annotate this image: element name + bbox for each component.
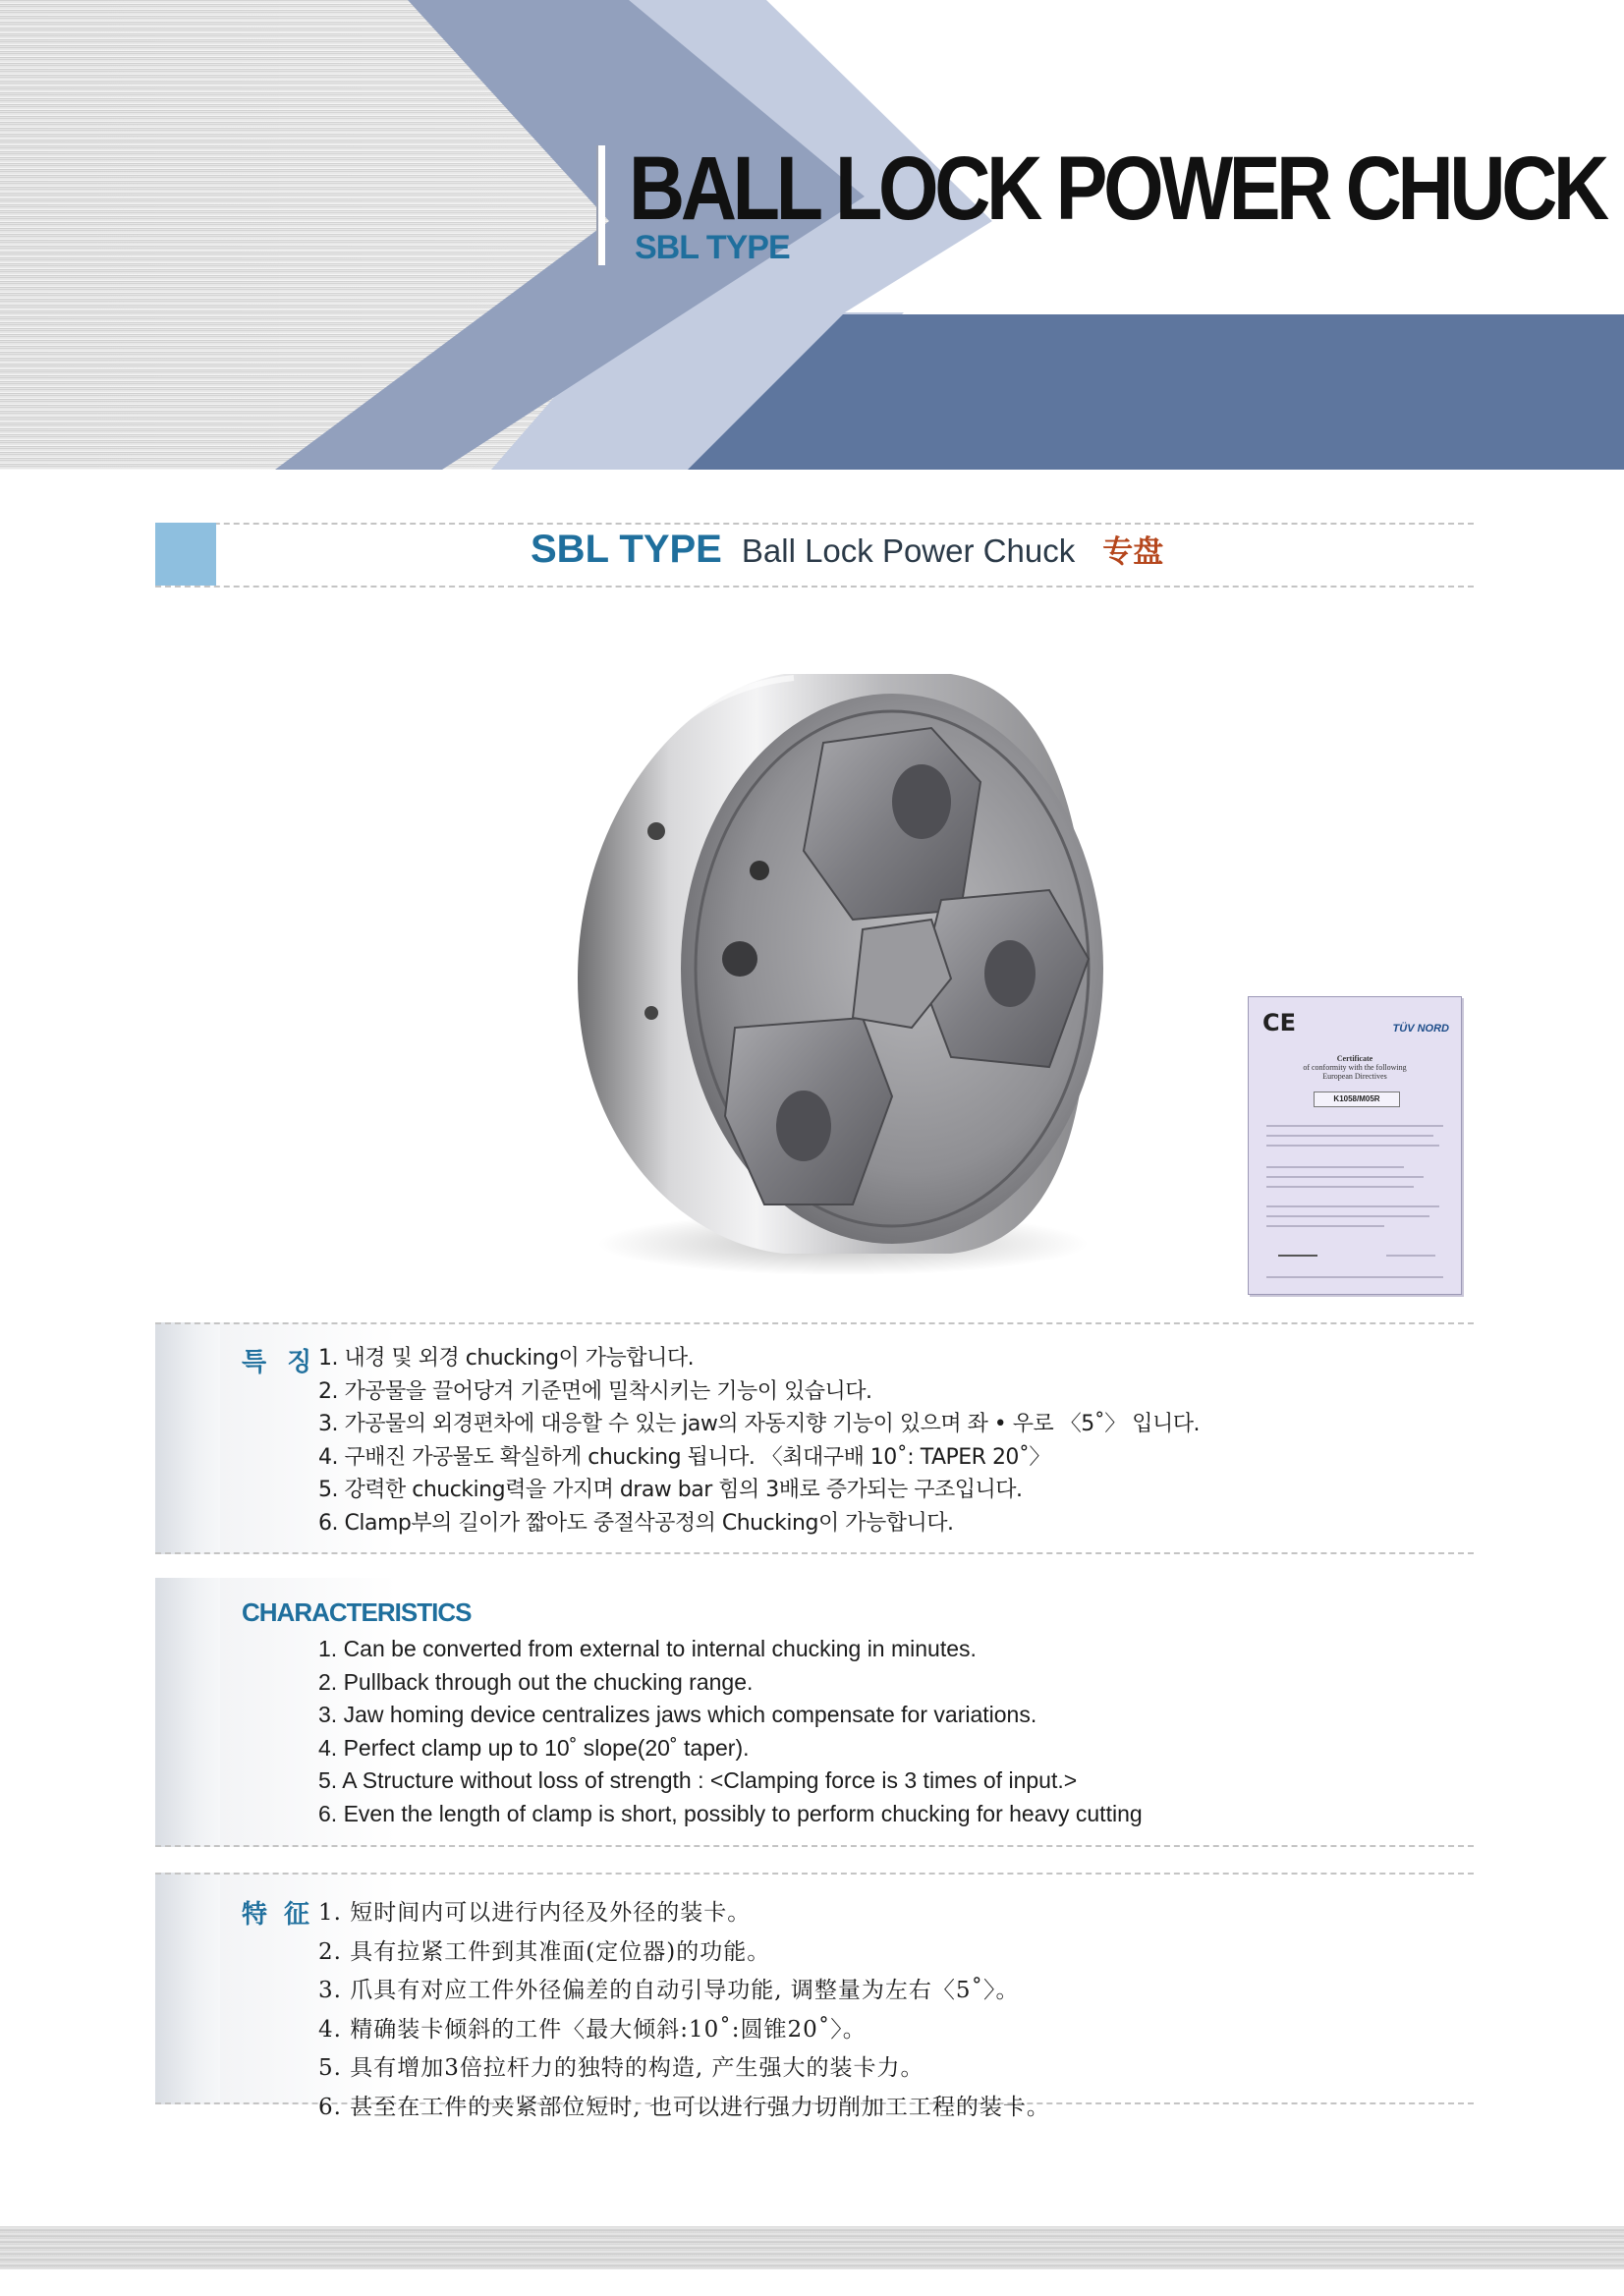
certificate-text-line	[1266, 1276, 1443, 1278]
section-bottom-divider	[155, 586, 1474, 588]
list-item: 6. 甚至在工件的夹紧部位短时, 也可以进行强力切削加工工程的装卡。	[318, 2094, 1050, 2120]
list-item: 2. 具有拉紧工件到其准面(定位器)的功能。	[318, 1938, 771, 1965]
certificate-text-line	[1266, 1205, 1439, 1207]
certificate-number-box	[1314, 1092, 1400, 1107]
section-english-name: Ball Lock Power Chuck	[741, 532, 1076, 569]
tuv-nord-logo: TÜV NORD	[1392, 1023, 1449, 1035]
footer-bar	[0, 2226, 1624, 2269]
panel-bottom-divider	[155, 1845, 1474, 1847]
list-item: 1. 短时间内可以进行内径及外径的装卡。	[318, 1900, 752, 1926]
list-item: 3. 爪具有对应工件外径偏差的自动引导功能, 调整量为左右〈5˚〉。	[318, 1978, 1020, 2003]
list-item: 2. 가공물을 끌어당겨 기준면에 밀착시키는 기능이 있습니다.	[318, 1378, 872, 1404]
list-item: 3. Jaw homing device centralizes jaws which compensate for variations.	[318, 1702, 1037, 1728]
features-korean-label: 특 징	[242, 1348, 318, 1377]
certificate-text-line	[1266, 1166, 1404, 1168]
certificate-text-line	[1386, 1255, 1435, 1257]
panel-top-divider	[155, 1873, 1474, 1875]
certificate-text-line	[1266, 1145, 1439, 1147]
section-type-label: SBL TYPE	[531, 528, 722, 571]
ce-certificate-image	[1248, 996, 1462, 1295]
certificate-text-line	[1266, 1135, 1433, 1137]
page-title: BALL LOCK POWER CHUCK	[629, 139, 1605, 239]
certificate-text-line	[1266, 1186, 1414, 1188]
page-subtitle: SBL TYPE	[635, 229, 790, 266]
characteristics-list	[318, 1633, 1143, 1831]
list-item: 5. A Structure without loss of strength : <Clamping force is 3 times of input.>	[318, 1767, 1078, 1794]
certificate-text-line	[1266, 1225, 1384, 1227]
panel-side-stripe	[155, 1873, 220, 2104]
certificate-text-line	[1266, 1215, 1429, 1217]
characteristics-english-panel	[155, 1578, 1474, 1847]
section-top-divider	[155, 523, 1474, 525]
features-korean-list	[318, 1342, 1200, 1540]
certificate-signature	[1278, 1255, 1317, 1257]
panel-side-stripe	[155, 1322, 220, 1554]
certificate-text-line	[1266, 1125, 1443, 1127]
features-chinese-panel	[155, 1873, 1474, 2120]
features-chinese-label: 特 征	[242, 1900, 314, 1930]
list-item: 5. 강력한 chucking력을 가지며 draw bar 힘의 3배로 증가되는 구조입니다.	[318, 1478, 1023, 1502]
certificate-heading-line: Certificate	[1336, 1054, 1373, 1063]
panel-side-stripe	[155, 1578, 220, 1847]
section-chinese-name: 专盘	[1102, 534, 1164, 570]
list-item: 2. Pullback through out the chucking range.	[318, 1668, 754, 1695]
panel-top-divider	[155, 1322, 1474, 1324]
list-item: 1. Can be converted from external to internal chucking in minutes.	[318, 1636, 977, 1661]
certificate-heading-line: European Directives	[1322, 1072, 1387, 1081]
list-item: 4. 구배진 가공물도 확실하게 chucking 됩니다. 〈최대구배 10˚: TAPER 20˚〉	[318, 1444, 1050, 1470]
section-marker	[155, 523, 216, 586]
features-korean-panel	[155, 1322, 1474, 1554]
features-chinese-list	[318, 1894, 1050, 2127]
list-item: 6. Clamp부의 길이가 짧아도 중절삭공정의 Chucking이 가능합니다.	[318, 1510, 954, 1536]
certificate-number: K1058/M05R	[1333, 1094, 1380, 1103]
panel-bottom-divider	[155, 1552, 1474, 1554]
list-item: 6. Even the length of clamp is short, possibly to perform chucking for heavy cutting	[318, 1800, 1143, 1826]
certificate-heading-line: of conformity with the following	[1303, 1063, 1407, 1072]
list-item: 4. Perfect clamp up to 10˚ slope(20˚ taper).	[318, 1734, 750, 1761]
list-item: 1. 내경 및 외경 chucking이 가능합니다.	[318, 1346, 695, 1371]
section-heading	[531, 527, 1163, 572]
power-chuck-product-image	[538, 654, 1128, 1283]
list-item: 3. 가공물의 외경편차에 대응할 수 있는 jaw의 자동지향 기능이 있으며 좌 • 우로 〈5˚〉 입니다.	[318, 1412, 1201, 1436]
certificate-text-line	[1266, 1176, 1424, 1178]
ce-mark: CE	[1262, 1009, 1297, 1036]
certificate-heading	[1249, 1054, 1461, 1081]
title-accent-bar	[596, 145, 605, 265]
list-item: 5. 具有增加3倍拉杆力的独特的构造, 产生强大的装卡力。	[318, 2055, 924, 2081]
header-banner	[0, 0, 1624, 470]
list-item: 4. 精确装卡倾斜的工件〈最大倾斜:10˚:圆锥20˚〉。	[318, 2016, 867, 2043]
characteristics-label: CHARACTERISTICS	[242, 1597, 472, 1627]
